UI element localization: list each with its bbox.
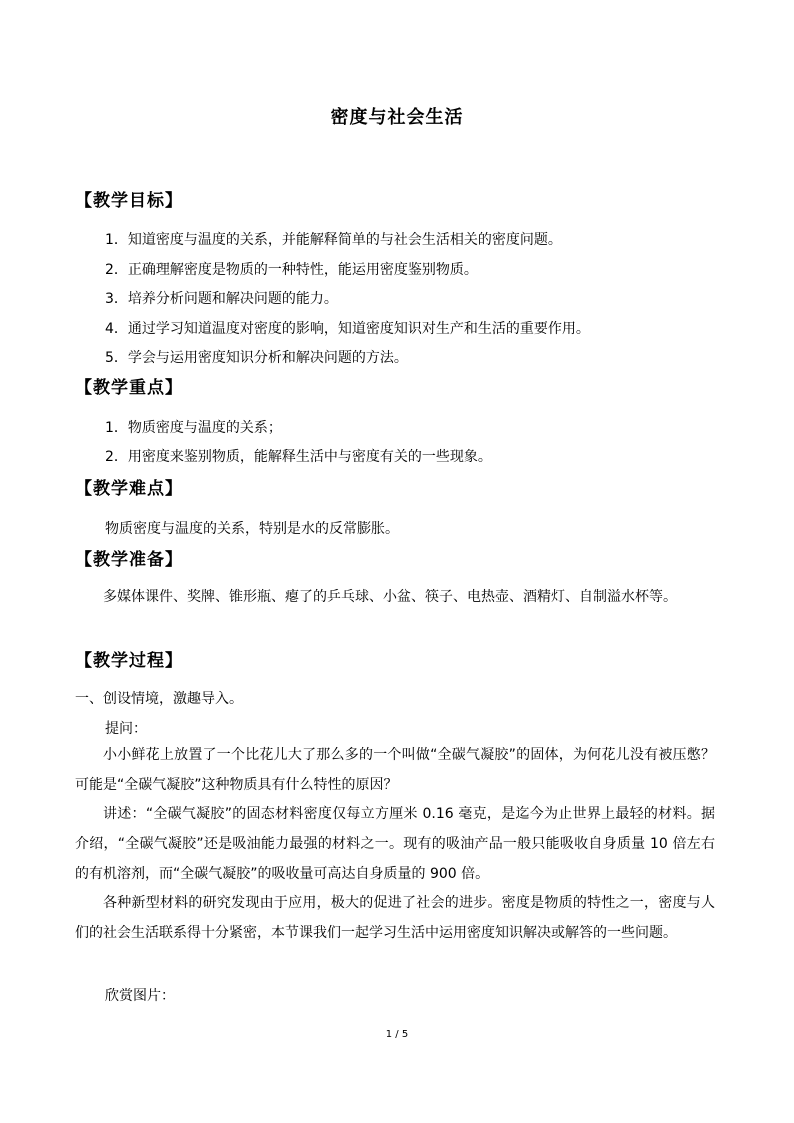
process-step-1: 一、创设情境，激趣导入。	[75, 691, 243, 707]
section-heading-goals: 【教学目标】	[75, 191, 183, 211]
question-paragraph: 小小鲜花上放置了一个比花儿大了那么多的一个叫做“全碳气凝胶”的固体，为何花儿没有被压憋？可能是“全碳气凝胶”这种物质具有什么特性的原因？	[75, 747, 715, 793]
section-heading-difficulties: 【教学难点】	[75, 479, 183, 499]
page-number: 1 / 5	[385, 1029, 409, 1040]
appreciate-label: 欣赏图片：	[105, 988, 175, 1004]
goal-item-5: 5．学会与运用密度知识分析和解决问题的方法。	[105, 350, 408, 366]
key-point-item-2: 2．用密度来鉴别物质，能解释生活中与密度有关的一些现象。	[105, 449, 492, 465]
goal-item-3: 3．培养分析问题和解决问题的能力。	[105, 291, 338, 307]
preparation-text: 多媒体课件、奖牌、锥形瓶、瘪了的乒乓球、小盆、筷子、电热壶、酒精灯、自制溢水杯等。	[103, 589, 677, 605]
goal-item-1: 1．知道密度与温度的关系，并能解释简单的与社会生活相关的密度问题。	[105, 232, 562, 248]
difficulty-text: 物质密度与温度的关系，特别是水的反常膨胀。	[105, 521, 399, 537]
page-title: 密度与社会生活	[330, 107, 464, 128]
goal-item-2: 2．正确理解密度是物质的一种特性，能运用密度鉴别物质。	[105, 262, 478, 278]
key-point-item-1: 1．物质密度与温度的关系；	[105, 420, 282, 436]
question-label: 提问：	[105, 721, 147, 737]
goal-item-4: 4．通过学习知道温度对密度的影响，知道密度知识对生产和生活的重要作用。	[105, 321, 590, 337]
section-heading-process: 【教学过程】	[75, 651, 183, 671]
section-heading-key-points: 【教学重点】	[75, 378, 183, 398]
section-heading-preparation: 【教学准备】	[75, 550, 183, 570]
lecture-paragraph: 讲述：“全碳气凝胶”的固态材料密度仅每立方厘米 0.16 毫克，是迄今为止世界上最轻的材料。据介绍，“全碳气凝胶”还是吸油能力最强的材料之一。现有的吸油产品一般只能吸收自身质量 10 倍左右的有机溶剂，而“全碳气凝胶”的吸收量可高达自身质量的 900 倍。	[75, 806, 715, 882]
intro-paragraph: 各种新型材料的研究发现由于应用，极大的促进了社会的进步。密度是物质的特性之一，密度与人们的社会生活联系得十分紧密，本节课我们一起学习生活中运用密度知识解决或解答的一些问题。	[75, 895, 715, 941]
